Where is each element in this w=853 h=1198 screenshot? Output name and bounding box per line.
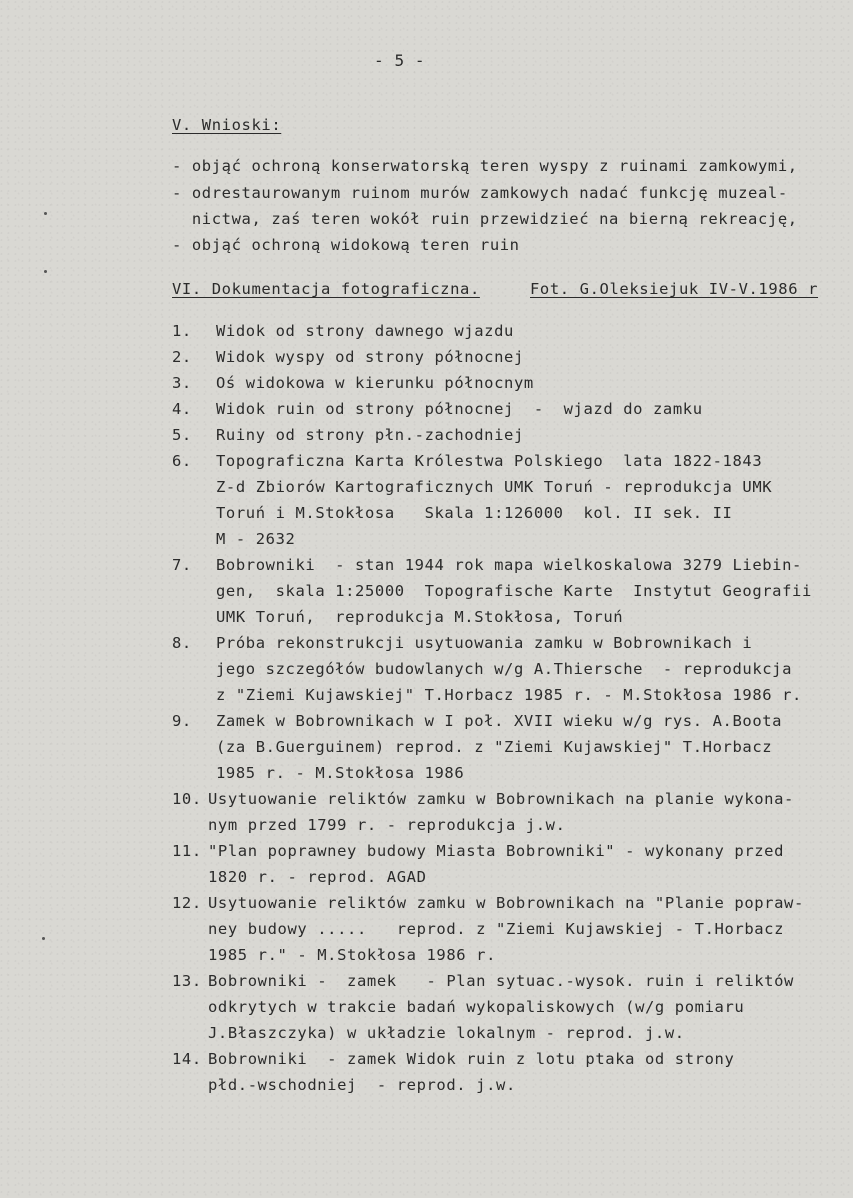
- item-number: 8.: [172, 634, 192, 652]
- item-number: 13.: [172, 972, 202, 990]
- list-line: - objąć ochroną widokową teren ruin: [172, 236, 520, 254]
- item-number: 7.: [172, 556, 192, 574]
- margin-dot: [44, 270, 47, 273]
- item-text-line: jego szczegółów budowlanych w/g A.Thiersche - reprodukcja: [216, 660, 793, 678]
- item-number: 10.: [172, 790, 202, 808]
- section-5-heading: V. Wnioski:: [172, 116, 282, 134]
- item-text-line: Widok od strony dawnego wjazdu: [216, 322, 514, 340]
- item-text-line: z "Ziemi Kujawskiej" T.Horbacz 1985 r. - M.Stokłosa 1986 r.: [216, 686, 802, 704]
- item-number: 14.: [172, 1050, 202, 1068]
- item-text-line: Usytuowanie reliktów zamku w Bobrownikach na planie wykona-: [208, 790, 794, 808]
- item-text-line: płd.-wschodniej - reprod. j.w.: [208, 1076, 516, 1094]
- item-text-line: Widok ruin od strony północnej - wjazd do zamku: [216, 400, 703, 418]
- item-number: 2.: [172, 348, 192, 366]
- item-text-line: Bobrowniki - stan 1944 rok mapa wielkoskalowa 3279 Liebin-: [216, 556, 802, 574]
- item-text-line: Bobrowniki - zamek Widok ruin z lotu ptaka od strony: [208, 1050, 735, 1068]
- item-text-line: Topograficzna Karta Królestwa Polskiego lata 1822-1843: [216, 452, 763, 470]
- list-line: - odrestaurowanym ruinom murów zamkowych nadać funkcję muzeal-: [172, 184, 788, 202]
- item-text-line: nym przed 1799 r. - reprodukcja j.w.: [208, 816, 566, 834]
- item-text-line: UMK Toruń, reprodukcja M.Stokłosa, Toruń: [216, 608, 624, 626]
- item-text-line: ney budowy ..... reprod. z "Ziemi Kujawskiej - T.Horbacz: [208, 920, 785, 938]
- list-line: - objąć ochroną konserwatorską teren wyspy z ruinami zamkowymi,: [172, 157, 798, 175]
- item-text-line: odkrytych w trakcie badań wykopaliskowych (w/g pomiaru: [208, 998, 745, 1016]
- item-number: 6.: [172, 452, 192, 470]
- item-text-line: Próba rekonstrukcji usytuowania zamku w Bobrownikach i: [216, 634, 753, 652]
- item-number: 11.: [172, 842, 202, 860]
- item-text-line: Toruń i M.Stokłosa Skala 1:126000 kol. II sek. II: [216, 504, 733, 522]
- item-text-line: "Plan poprawney budowy Miasta Bobrowniki" - wykonany przed: [208, 842, 785, 860]
- item-number: 5.: [172, 426, 192, 444]
- margin-dot: [44, 212, 47, 215]
- item-text-line: Oś widokowa w kierunku północnym: [216, 374, 534, 392]
- item-text-line: (za B.Guerguinem) reprod. z "Ziemi Kujawskiej" T.Horbacz: [216, 738, 773, 756]
- item-text-line: Ruiny od strony płn.-zachodniej: [216, 426, 524, 444]
- item-text-line: J.Błaszczyka) w układzie lokalnym - reprod. j.w.: [208, 1024, 685, 1042]
- item-text-line: 1820 r. - reprod. AGAD: [208, 868, 427, 886]
- item-text-line: Zamek w Bobrownikach w I poł. XVII wieku w/g rys. A.Boota: [216, 712, 783, 730]
- item-text-line: Widok wyspy od strony północnej: [216, 348, 524, 366]
- margin-dot: [42, 937, 45, 940]
- photo-credit: Fot. G.Oleksiejuk IV-V.1986 r: [530, 280, 819, 298]
- item-text-line: 1985 r." - M.Stokłosa 1986 r.: [208, 946, 497, 964]
- item-number: 3.: [172, 374, 192, 392]
- item-text-line: Z-d Zbiorów Kartograficznych UMK Toruń - reprodukcja UMK: [216, 478, 773, 496]
- item-text-line: Bobrowniki - zamek - Plan sytuac.-wysok. ruin i reliktów: [208, 972, 794, 990]
- item-text-line: gen, skala 1:25000 Topografische Karte Instytut Geografii: [216, 582, 812, 600]
- item-text-line: 1985 r. - M.Stokłosa 1986: [216, 764, 465, 782]
- item-number: 1.: [172, 322, 192, 340]
- item-number: 12.: [172, 894, 202, 912]
- item-text-line: M - 2632: [216, 530, 296, 548]
- list-line: nictwa, zaś teren wokół ruin przewidzieć na bierną rekreację,: [172, 210, 798, 228]
- page-number: - 5 -: [374, 51, 426, 70]
- item-number: 4.: [172, 400, 192, 418]
- item-number: 9.: [172, 712, 192, 730]
- item-text-line: Usytuowanie reliktów zamku w Bobrownikach na "Planie popraw-: [208, 894, 804, 912]
- section-6-heading: VI. Dokumentacja fotograficzna.: [172, 280, 480, 298]
